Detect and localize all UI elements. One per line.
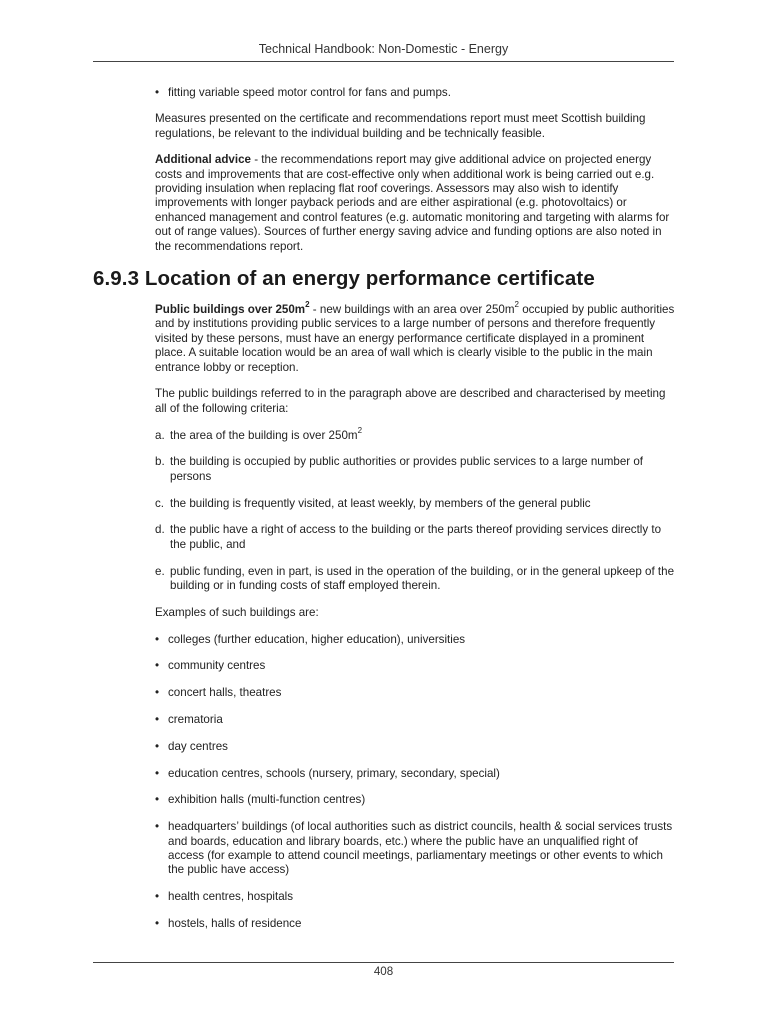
list-item-text: day centres (168, 739, 228, 753)
criteria-marker: c. (155, 496, 165, 510)
running-header: Technical Handbook: Non-Domestic - Energy (258, 42, 509, 56)
list-item-text: exhibition halls (multi-function centres) (168, 793, 366, 807)
header-rule (93, 61, 674, 62)
criteria-item (155, 497, 675, 511)
list-item-text: community centres (168, 659, 266, 673)
additional-advice-paragraph (155, 153, 675, 254)
criteria-item (155, 425, 675, 443)
public-buildings-label: Public buildings over $250m^2$ (155, 300, 310, 316)
list-item (155, 820, 675, 878)
list-item-text: colleges (further education, higher education), universities (168, 632, 466, 646)
list-item-text: education centres, schools (nursery, primary, secondary, special) (168, 766, 500, 780)
page-number: 408 (373, 965, 394, 978)
list-item (155, 793, 675, 807)
criteria-text: public funding, even in part, is used in the operation of the building, or in the general upkeep of the building or in funding costs of staff employed therein. (170, 564, 675, 593)
bullet-icon: • (155, 917, 160, 931)
list-item-text: concert halls, theatres (168, 686, 282, 700)
intro-block (155, 86, 675, 266)
criteria-marker: a. (155, 428, 165, 442)
footer-rule (93, 962, 674, 963)
criteria-marker: d. (155, 523, 165, 537)
list-item-text: fitting variable speed motor control for fans and pumps. (168, 86, 451, 99)
additional-advice-text: - the recommendations report may give additional advice on projected energy costs and improvements that are cost-effective only when additional work is being carried out e.g. providing insulation when replacing flat roof coverings. Assessors may also wish to identify improvements with longer payback periods and are either aspirational (e.g. photovoltaics) or enhanced management and control features (e.g. automatic monitoring and targeting with alarms for out of range values). Sources of further energy saving advice and funding options are also noted in the recommendations report. (155, 153, 670, 253)
list-item (155, 686, 675, 700)
list-item-text: headquarters’ buildings (of local authorities such as district councils, health & social services trusts and boards, education and library boards, etc.) where the public have an unqualified right of access (for example to attend council meetings, parliamentary meetings or other events to which the public have access) (168, 820, 673, 877)
criteria-item (155, 455, 675, 484)
list-item (155, 767, 675, 781)
bullet-icon: • (155, 766, 160, 780)
measures-paragraph: Measures presented on the certificate and recommendations report must meet Scottish building regulations, be relevant to the individual building and be technically feasible. (155, 112, 646, 140)
bullet-icon: • (155, 686, 160, 700)
bullet-icon: • (155, 793, 160, 807)
list-item (155, 86, 675, 100)
list-item (155, 740, 675, 754)
criteria-text: the building is occupied by public authorities or provides public services to a large number of persons (170, 455, 644, 483)
list-item (155, 659, 675, 673)
list-item-text: hostels, halls of residence (168, 917, 302, 931)
criteria-item (155, 523, 675, 552)
bullet-icon: • (155, 713, 160, 727)
additional-advice-label: Additional advice (155, 153, 251, 167)
bullet-icon: • (155, 86, 160, 99)
public-buildings-paragraph: Public buildings over $250m^2$ - new buildings with an area over $250m^2$ occupied by public authorities and by institutions providing public services to a large number of persons and therefore frequently visited by these persons, must have an energy performance certificate displayed in a prominent place. A suitable location would be an area of wall which is clearly visible to the public in the main entrance lobby or reception. (155, 300, 675, 374)
bullet-icon: • (155, 890, 160, 904)
criteria-list (155, 425, 675, 594)
section-heading: 6.9.3 Location of an energy performance certificate (93, 267, 595, 290)
list-item (155, 713, 675, 727)
list-item (155, 633, 675, 647)
examples-intro: Examples of such buildings are: (155, 605, 319, 619)
criteria-intro: The public buildings referred to in the paragraph above are described and characterised by meeting all of the following criteria: (155, 387, 666, 415)
criteria-marker: b. (155, 455, 165, 469)
bullet-icon: • (155, 659, 160, 673)
section-body (155, 300, 675, 944)
bullet-icon: • (155, 739, 160, 753)
bullet-icon: • (155, 632, 160, 646)
criteria-text: the building is frequently visited, at least weekly, by members of the general public (170, 496, 591, 510)
criteria-text: the area of the building is over $250m^2$ (170, 425, 363, 442)
list-item (155, 890, 675, 904)
examples-list (155, 633, 675, 932)
criteria-item (155, 565, 675, 594)
list-item (155, 917, 675, 931)
criteria-marker: e. (155, 564, 165, 578)
bullet-icon: • (155, 820, 160, 834)
list-item-text: crematoria (168, 713, 223, 727)
criteria-text: the public have a right of access to the building or the parts thereof providing services directly to the public, and (170, 523, 662, 551)
list-item-text: health centres, hospitals (168, 890, 294, 904)
